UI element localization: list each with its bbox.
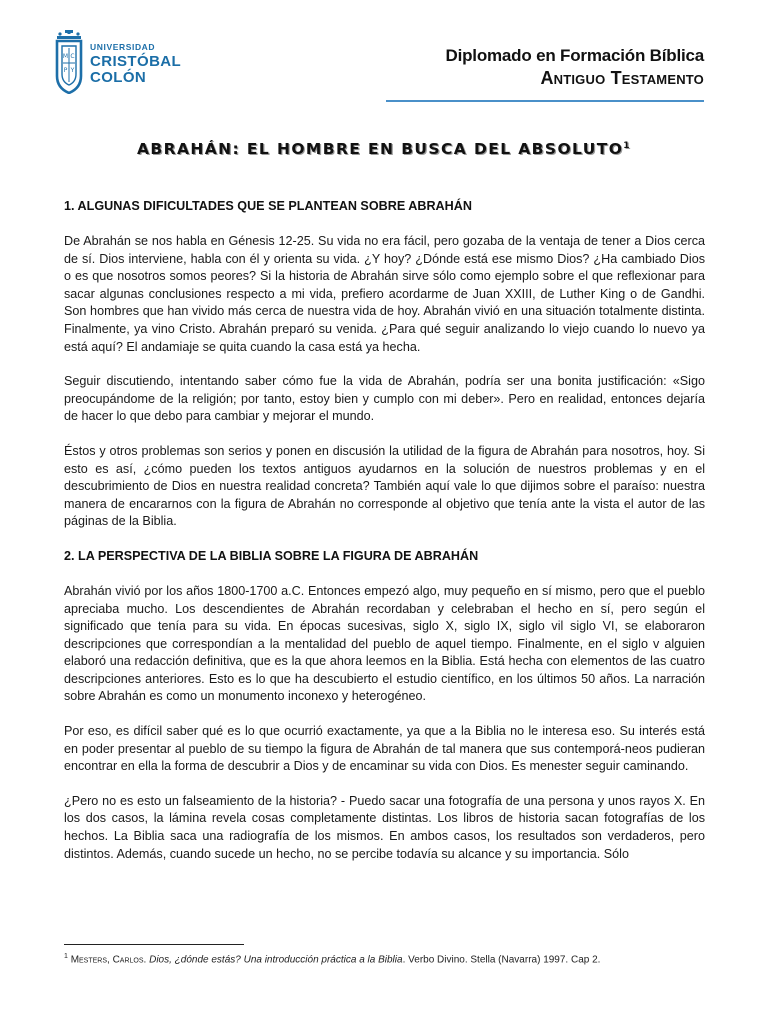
section-1-heading: 1. ALGUNAS DIFICULTADES QUE SE PLANTEAN SOBRE ABRAHÁN (64, 199, 472, 213)
title-footnote-mark: 1 (623, 140, 631, 151)
document-title-text: ABRAHÁN: EL HOMBRE EN BUSCA DEL ABSOLUTO (137, 140, 624, 158)
document-body (64, 198, 705, 863)
logo-line-3: COLÓN (90, 68, 147, 86)
footnote-separator (64, 944, 244, 945)
section-2-heading: 2. LA PERSPECTIVA DE LA BIBLIA SOBRE LA FIGURA DE ABRAHÁN (64, 548, 479, 563)
footnote (64, 953, 705, 965)
footnote-author: Mesters, Carlos. (70, 954, 147, 966)
svg-text:P: P (63, 67, 68, 74)
svg-text:C: C (70, 53, 75, 60)
header-course-info (446, 46, 704, 89)
footnote-mark: 1 (64, 953, 68, 960)
section-2-paragraph-1: Abrahán vivió por los años 1800-1700 a.C. Entonces empezó algo, muy pequeño en sí mismo, pero que el pueblo apreciaba mucho. Los descendientes de Abrahán recordaban y celebraban el hecho en sí, pero según el significado que tenía para su vida. En épocas sucesivas, siglo X, siglo IX, siglo vil siglo VI, se elaboraron descripciones que correspondían a la mentalidad del pueblo de aquel tiempo. Finalmente, en el siglo v alguien elaboró una redacción definitiva, que es la que ahora leemos en la Biblia. Está hecha con elementos de las cuatro descripciones anteriores. Esto es lo que ha descubierto el estudio científico, en los últimos 50 años. La narración sobre Abrahán es como un monumento inconexo y heterogéneo. (64, 583, 705, 704)
svg-text:Y: Y (70, 67, 75, 74)
subject-title: Antiguo Testamento (540, 68, 704, 88)
footnote-work: Dios, ¿dónde estás? Una introducción práctica a la Biblia (149, 954, 403, 966)
section-1-paragraph-1: De Abrahán se nos habla en Génesis 12-25. Su vida no era fácil, pero gozaba de la ventaja de tener a Dios cerca de sí. Dios interviene, habla con él y orienta su vida. ¿Y hoy? ¿Dónde está ese mismo Dios? ¿Ha cambiado Dios o es que nosotros somos peores? Si la historia de Abrahán sirve sólo como ejemplo sobre el que reflexionar para sacar algunas conclusiones respecto a mi vida, prefiero acordarme de Juan XXIII, de Luther King o de Gandhi. Son hombres que han vivido más cerca de nuestra vida de hoy. Abrahán vivió en una situación totalmente distinta. Finalmente, ya vino Cristo. Abrahán preparó su venida. ¿Para qué seguir analizando lo viejo cuando lo nuevo ya está aquí? El andamiaje se quita cuando la casa está ya hecha. (64, 234, 705, 354)
course-title: Diplomado en Formación Bíblica (445, 46, 704, 65)
section-1-paragraph-2: Seguir discutiendo, intentando saber cómo fue la vida de Abrahán, podría ser una bonita justificación: «Sigo preocupándome de la religión; por tanto, estoy bien y cumplo con mi deber». Pero en realidad, entonces dejaría de hacer lo que debo para cambiar y mejorar el mundo. (64, 374, 705, 424)
university-logo (54, 28, 204, 100)
section-2-paragraph-2: Por eso, es difícil saber qué es lo que ocurrió exactamente, ya que a la Biblia no le interesa eso. Su interés está en poder presentar al pueblo de su tiempo la figura de Abrahán de tal manera que sus contemporá-neos pudieran encontrar en ella la forma de descubrir a Dios y de encaminar su vida con Dios. Es menester seguir caminando. (64, 724, 705, 774)
logo-wordmark (90, 43, 181, 85)
section-1-paragraph-3: Éstos y otros problemas son serios y ponen en discusión la utilidad de la figura de Abrahán para nosotros, hoy. Si esto es así, ¿cómo pueden los textos antiguos ayudarnos en la solución de nuestros problemas y en el descubrimiento de Dios en nuestra realidad concreta? También aquí vale lo que dijimos sobre el paraíso: nuestra manera de encararnos con la figura de Abrahán no corresponde al objetivo que tenía ante la vista el autor de las páginas de la Biblia. (64, 443, 705, 529)
document-title (0, 140, 768, 158)
footnote-publisher: . Verbo Divino. Stella (Navarra) 1997. Cap 2. (402, 954, 601, 966)
logo-line-2: CRISTÓBAL (90, 52, 182, 70)
shield-crest-icon (54, 30, 84, 94)
header-rule (386, 100, 704, 102)
svg-text:M: M (62, 53, 69, 60)
logo-line-1: UNIVERSIDAD (90, 42, 156, 52)
section-2-paragraph-3: ¿Pero no es esto un falseamiento de la historia? - Puedo sacar una fotografía de una persona y unos rayos X. En los dos casos, la lámina revela cosas completamente distintas. Los libros de historia sacan fotografías de los hechos. La Biblia saca una radiografía de los mismos. En ambos casos, los resultados son verdaderos, pero distintos. Además, cuando sucede un hecho, no se percibe todavía su alcance y su importancia. Sólo (64, 793, 705, 861)
